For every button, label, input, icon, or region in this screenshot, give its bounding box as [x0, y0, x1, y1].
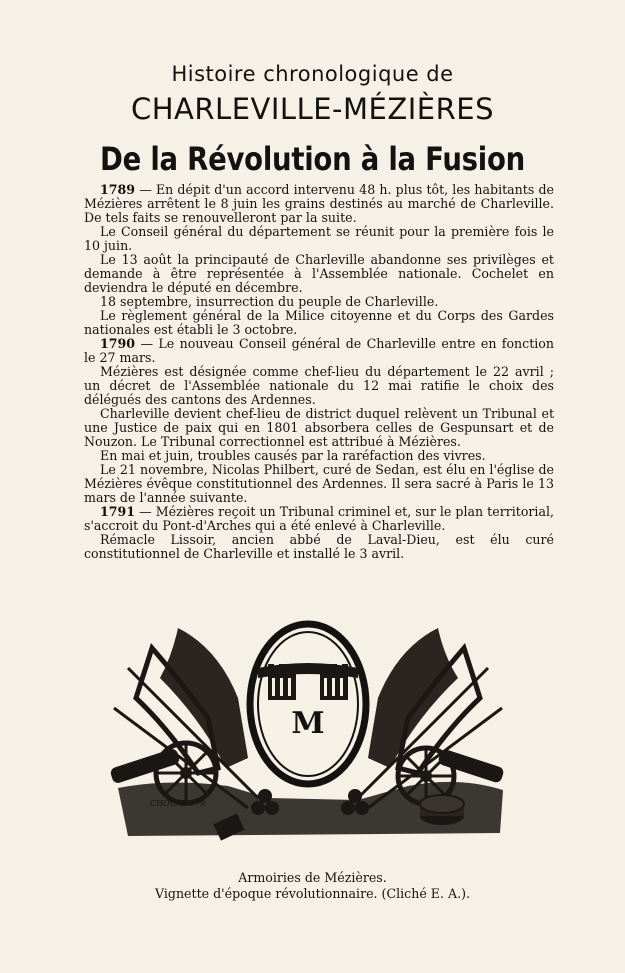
year-label: 1790 — [100, 336, 136, 351]
caption-line-1: Armoiries de Mézières. — [238, 870, 387, 885]
paragraph — [84, 183, 554, 225]
paragraph-text: Le Conseil général du département se réunit pour la première fois le 10 juin. — [84, 224, 554, 253]
medallion-shield-icon — [250, 624, 366, 784]
headline: De la Révolution à la Fusion — [100, 140, 525, 178]
paragraph — [84, 309, 554, 337]
year-label: 1789 — [100, 182, 136, 197]
paragraph-text: Le 21 novembre, Nicolas Philbert, curé de Sedan, est élu en l'église de Mézières évêque constitutionnel des Ardennes. Il sera sacré à Paris le 13 mars de l'année suivante. — [84, 462, 554, 505]
paragraph — [84, 533, 554, 561]
paragraph — [84, 253, 554, 295]
drum-icon — [420, 795, 464, 825]
paragraph — [84, 449, 554, 463]
paragraph — [84, 337, 554, 365]
paragraph-text: Le règlement général de la Milice citoyenne et du Corps des Gardes nationales est établi le 3 octobre. — [84, 308, 554, 337]
figure-caption — [0, 870, 625, 902]
paragraph-text: Rémacle Lissoir, ancien abbé de Laval-Dieu, est élu curé constitutionnel de Charleville et installé le 3 avril. — [84, 532, 554, 561]
city-title: CHARLEVILLE-MÉZIÈRES — [131, 92, 494, 126]
paragraph — [84, 505, 554, 533]
paragraph-text: Mézières est désignée comme chef-lieu du département le 22 avril ; un décret de l'Assemblée nationale du 12 mai ratifie le choix des délégués des cantons des Ardennes. — [84, 364, 554, 407]
kicker-title: Histoire chronologique de — [171, 62, 454, 86]
paragraph — [84, 463, 554, 505]
paragraph — [84, 225, 554, 253]
paragraph-text: — Mézières reçoit un Tribunal criminel et, sur le plan territorial, s'accroit du Pont-d'Arches qui a été enlevé à Charleville. — [84, 504, 554, 533]
coat-of-arms-vignette — [108, 608, 508, 853]
paragraph-text: Charleville devient chef-lieu de district duquel relèvent un Tribunal et une Justice de paix qui en 1801 absorbera celles de Gespunsart et de Nouzon. Le Tribunal correctionnel est attribué à Mézières. — [84, 406, 554, 449]
left-tower-icon — [268, 664, 296, 700]
chronology-text — [84, 183, 554, 561]
shield-letter: M — [291, 706, 325, 741]
caption-line-2: Vignette d'époque révolutionnaire. (Cliché E. A.). — [154, 886, 470, 901]
engraver-signature: CHOUAL.179 — [150, 799, 206, 808]
paragraph — [84, 407, 554, 449]
paragraph — [84, 295, 554, 309]
paragraph-text: Le 13 août la principauté de Charleville abandonne ses privilèges et demande à être représentée à l'Assemblée nationale. Cochelet en deviendra le député en décembre. — [84, 252, 554, 295]
left-cannon-barrel-icon — [109, 748, 181, 785]
paragraph-text: 18 septembre, insurrection du peuple de Charleville. — [100, 294, 439, 309]
right-flag-icon — [368, 628, 458, 768]
year-label: 1791 — [100, 504, 136, 519]
right-cannon-barrel-icon — [437, 748, 505, 784]
right-tower-icon — [320, 664, 348, 700]
paragraph-text: En mai et juin, troubles causés par la raréfaction des vivres. — [100, 448, 486, 463]
paragraph — [84, 365, 554, 407]
paragraph-text: — En dépit d'un accord intervenu 48 h. plus tôt, les habitants de Mézières arrêtent le 8 juin les grains destinés au marché de Charleville. De tels faits se renouvelleront par la suite. — [84, 182, 554, 225]
paragraph-text: — Le nouveau Conseil général de Charleville entre en fonction le 27 mars. — [84, 336, 554, 365]
